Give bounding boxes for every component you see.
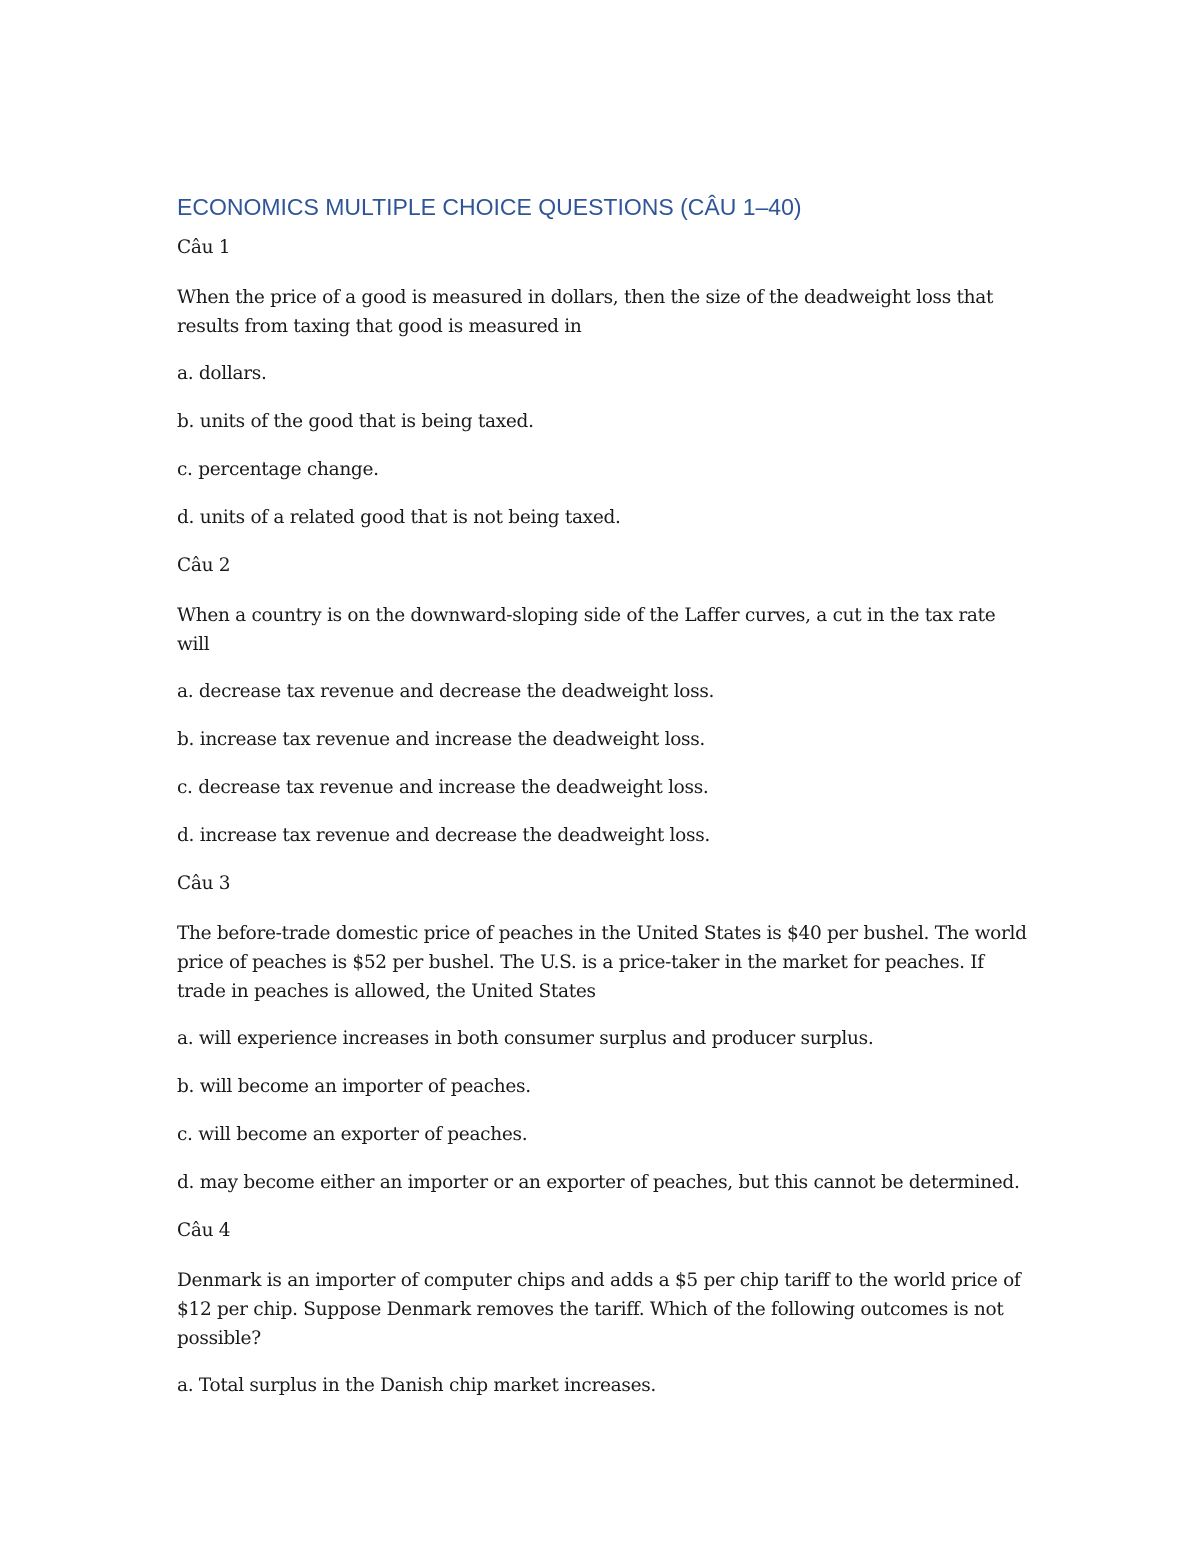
option-a: a. Total surplus in the Danish chip market increases.	[177, 1375, 657, 1396]
option-c: c. decrease tax revenue and increase the deadweight loss.	[177, 777, 709, 798]
question-label: Câu 2	[177, 555, 231, 576]
option-d: d. increase tax revenue and decrease the deadweight loss.	[177, 825, 710, 846]
option-b: b. will become an importer of peaches.	[177, 1076, 531, 1097]
question-1	[177, 235, 1027, 531]
question-3	[177, 871, 1027, 1196]
question-label: Câu 1	[177, 237, 231, 258]
question-stem: The before-trade domestic price of peaches in the United States is $40 per bushel. The world price of peaches is $52 per bushel. The U.S. is a price-taker in the market for peaches. If trade in peaches is allowed, the United States	[177, 923, 1027, 1002]
question-stem: Denmark is an importer of computer chips and adds a $5 per chip tariff to the world price of $12 per chip. Suppose Denmark removes the tariff. Which of the following outcomes is not possible?	[177, 1270, 1021, 1349]
option-a: a. dollars.	[177, 363, 267, 384]
page-title: ECONOMICS MULTIPLE CHOICE QUESTIONS (CÂU 1–40)	[177, 194, 802, 220]
option-d: d. units of a related good that is not being taxed.	[177, 507, 621, 528]
option-c: c. will become an exporter of peaches.	[177, 1124, 528, 1145]
option-a: a. decrease tax revenue and decrease the deadweight loss.	[177, 681, 715, 702]
option-b: b. increase tax revenue and increase the deadweight loss.	[177, 729, 706, 750]
question-4	[177, 1218, 1027, 1399]
question-stem: When a country is on the downward-sloping side of the Laffer curves, a cut in the tax rate will	[177, 605, 996, 655]
question-label: Câu 4	[177, 1220, 231, 1241]
option-c: c. percentage change.	[177, 459, 379, 480]
question-stem: When the price of a good is measured in dollars, then the size of the deadweight loss that results from taxing that good is measured in	[177, 287, 994, 337]
option-a: a. will experience increases in both consumer surplus and producer surplus.	[177, 1028, 874, 1049]
option-b: b. units of the good that is being taxed.	[177, 411, 534, 432]
document-content	[177, 193, 1027, 1421]
question-2	[177, 553, 1027, 849]
question-label: Câu 3	[177, 873, 231, 894]
option-d: d. may become either an importer or an exporter of peaches, but this cannot be determined.	[177, 1172, 1020, 1193]
